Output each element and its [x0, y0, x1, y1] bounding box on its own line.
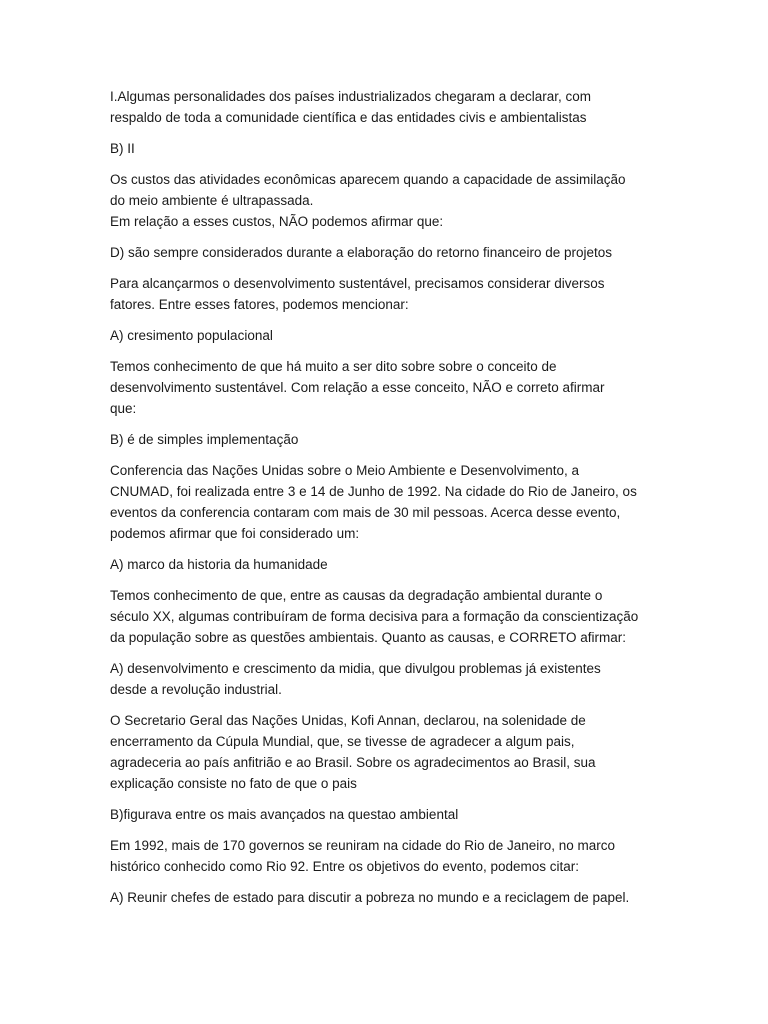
question-3: Para alcançarmos o desenvolvimento sustentável, precisamos considerar diversos fatores. Entre esses fatores, podemos mencionar:	[110, 276, 605, 312]
answer-8: A) Reunir chefes de estado para discutir a pobreza no mundo e a reciclagem de papel.	[110, 890, 630, 905]
document-page	[110, 86, 670, 918]
question-1: I.Algumas personalidades dos países industrializados chegaram a declarar, com respaldo de toda a comunidade científica e das entidades civis e ambientalistas	[110, 89, 592, 125]
answer-4: B) é de simples implementação	[110, 432, 299, 447]
answer-5: A) marco da historia da humanidade	[110, 557, 328, 572]
question-4: Temos conhecimento de que há muito a ser dito sobre sobre o conceito de desenvolvimento sustentável. Com relação a esse conceito, NÃO e correto afirmar que:	[110, 359, 605, 416]
question-6: Temos conhecimento de que, entre as causas da degradação ambiental durante o século XX, algumas contribuíram de forma decisiva para a formação da conscientização da população sobre as questões ambientais. Quanto as causas, e CORRETO afirmar:	[110, 588, 639, 645]
answer-3: A) cresimento populacional	[110, 328, 273, 343]
answer-6: A) desenvolvimento e crescimento da midia, que divulgou problemas já existentes desde a revolução industrial.	[110, 661, 601, 697]
answer-2: D) são sempre considerados durante a elaboração do retorno financeiro de projetos	[110, 245, 613, 260]
question-5: Conferencia das Nações Unidas sobre o Meio Ambiente e Desenvolvimento, a CNUMAD, foi realizada entre 3 e 14 de Junho de 1992. Na cidade do Rio de Janeiro, os eventos da conferencia contaram com mais de 30 mil pessoas. Acerca desse evento, podemos afirmar que foi considerado um:	[110, 463, 637, 541]
question-2: Os custos das atividades econômicas aparecem quando a capacidade de assimilação do meio ambiente é ultrapassada. Em relação a esses custos, NÃO podemos afirmar que:	[110, 172, 626, 229]
answer-7: B)figurava entre os mais avançados na questao ambiental	[110, 807, 459, 822]
question-8: Em 1992, mais de 170 governos se reuniram na cidade do Rio de Janeiro, no marco histórico conhecido como Rio 92. Entre os objetivos do evento, podemos citar:	[110, 838, 616, 874]
question-7: O Secretario Geral das Nações Unidas, Kofi Annan, declarou, na solenidade de encerramento da Cúpula Mundial, que, se tivesse de agradecer a algum pais, agradeceria ao país anfitrião e ao Brasil. Sobre os agradecimentos ao Brasil, sua explicação consiste no fato de que o pais	[110, 713, 596, 791]
answer-1: B) II	[110, 141, 135, 156]
